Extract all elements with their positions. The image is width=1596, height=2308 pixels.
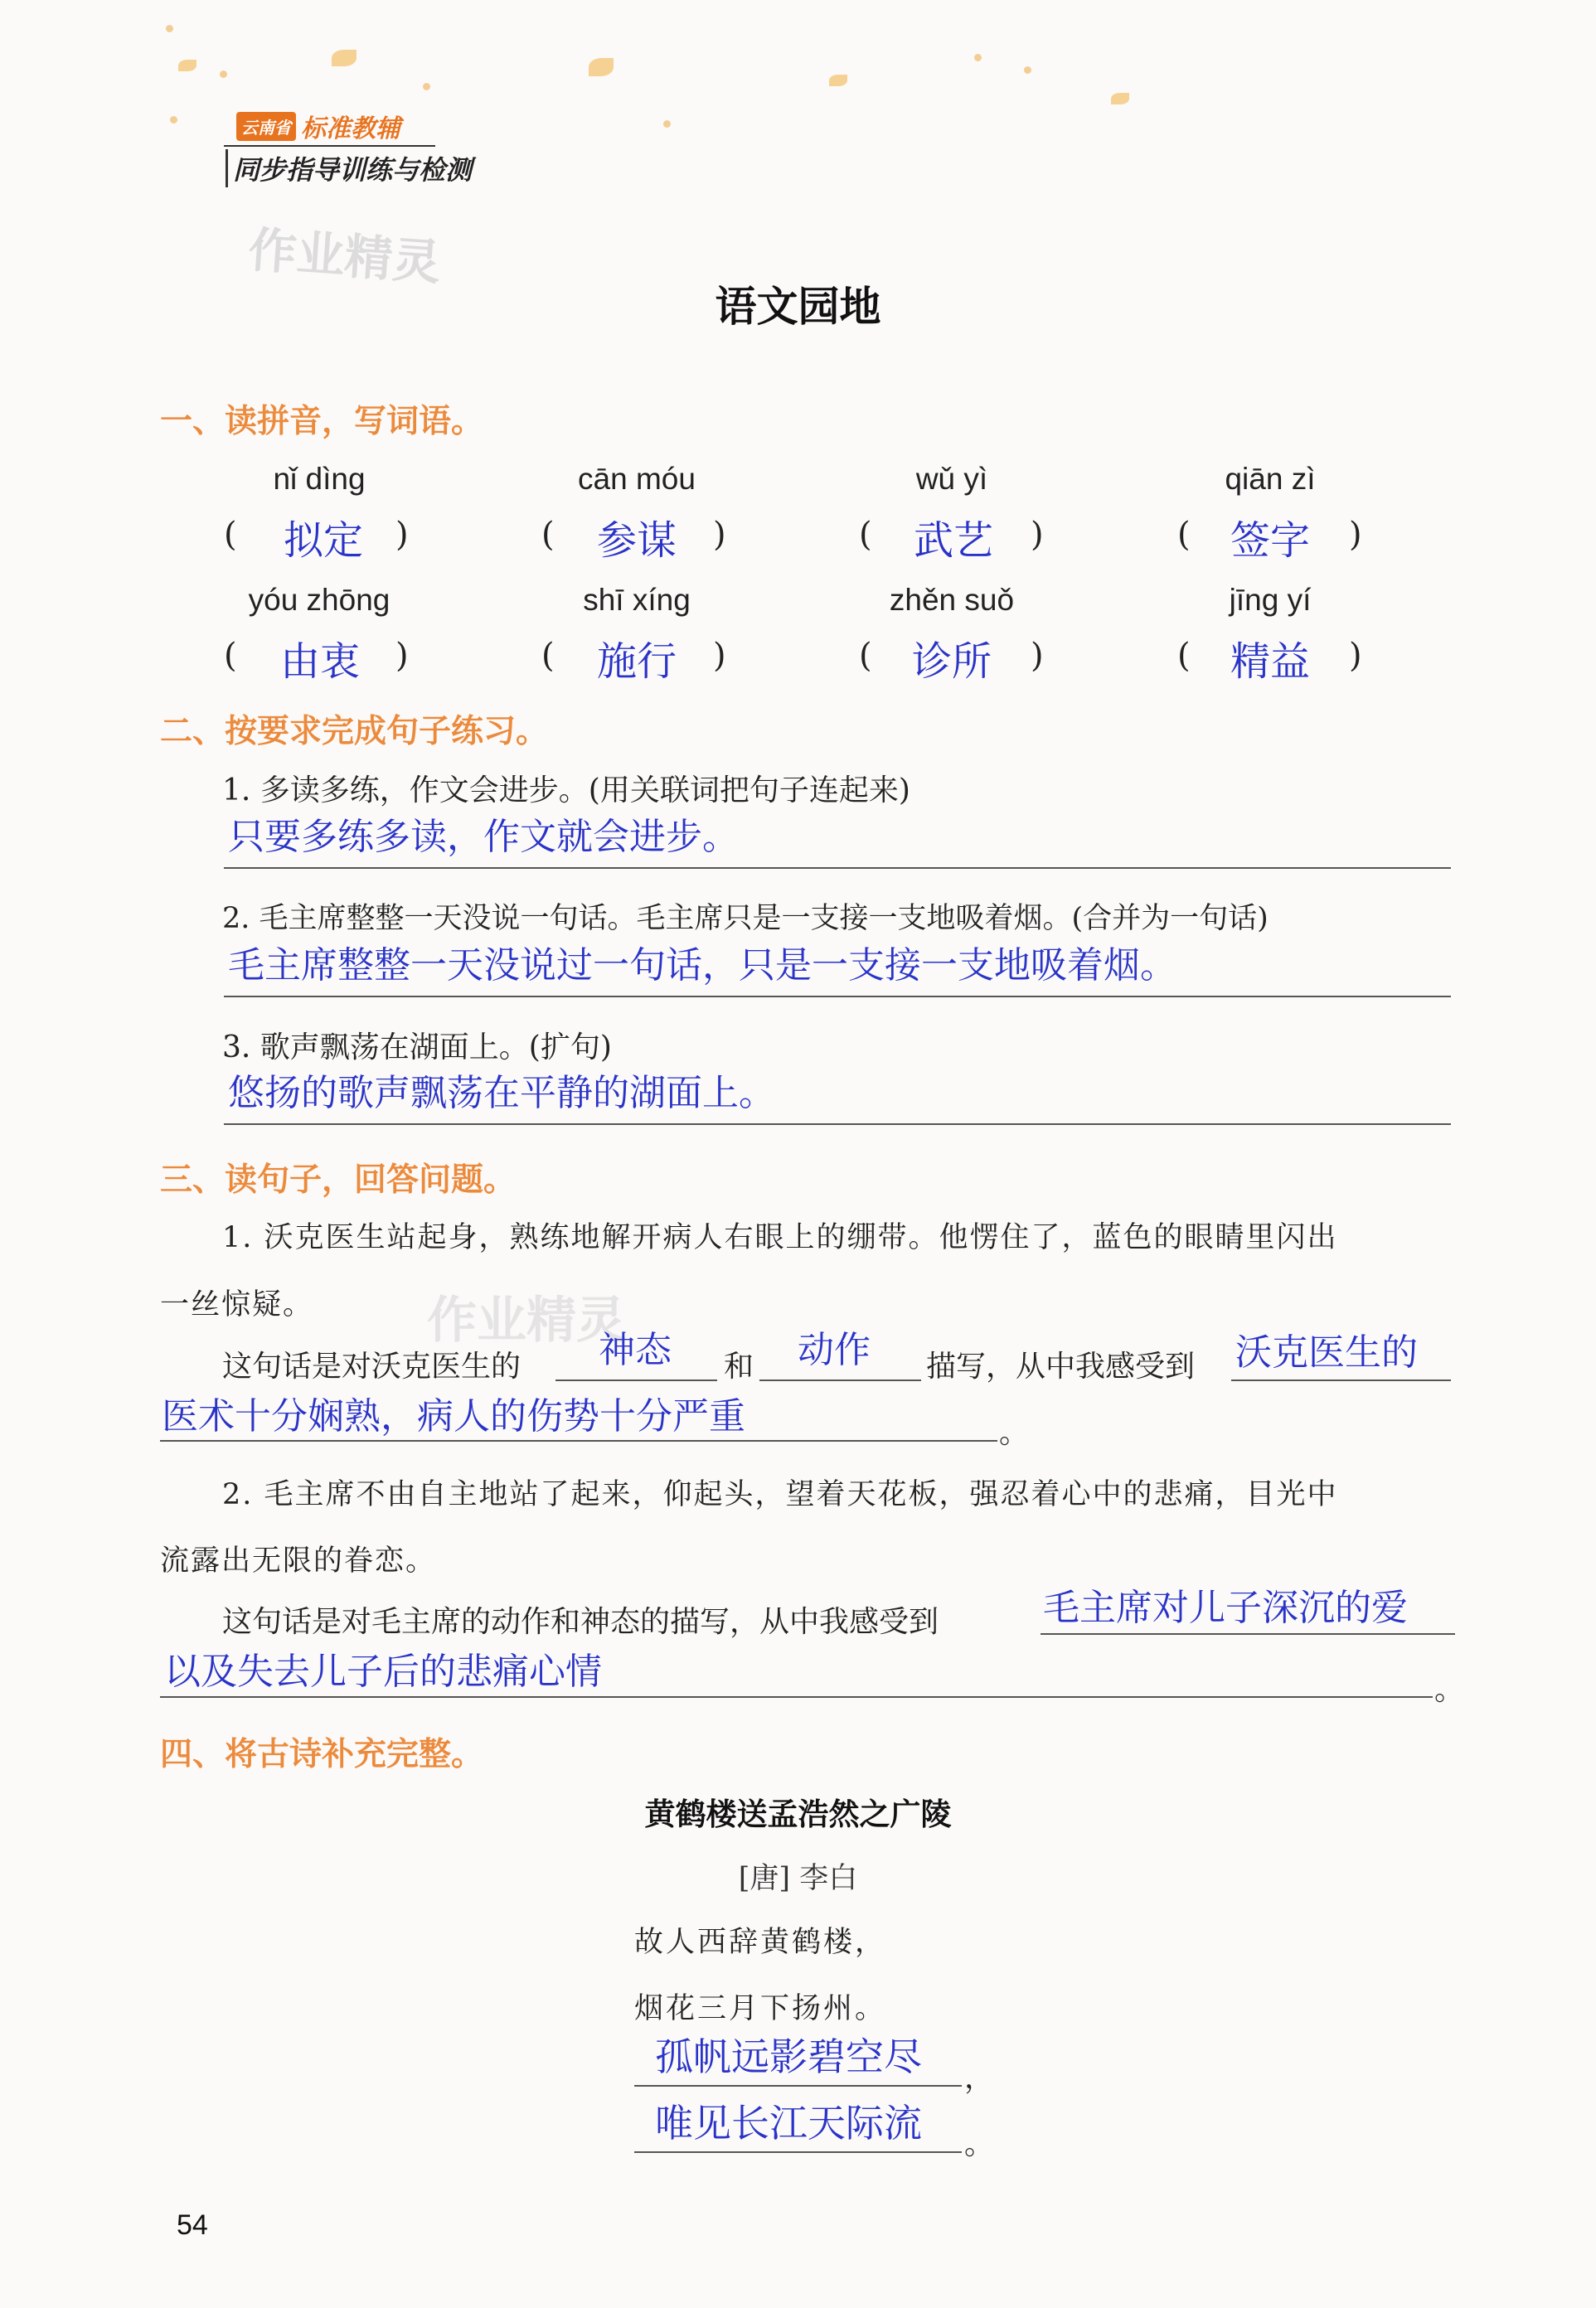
word-answer: 武艺 <box>913 517 993 564</box>
section-2-heading: 二、按要求完成句子练习。 <box>160 713 549 750</box>
brand-badge: 云南省 <box>236 112 296 141</box>
pinyin: shī xíng <box>583 583 691 617</box>
answer-line <box>224 1123 1451 1125</box>
paren-left: ( <box>1177 516 1191 554</box>
period: 。 <box>1434 1673 1465 1707</box>
answer-2: 毛主席整整一天没说过一句话，只是一支接一支地吸着烟。 <box>228 944 1176 987</box>
word-answer: 由衷 <box>279 638 360 685</box>
period: 。 <box>999 1416 1030 1450</box>
paren-right: ) <box>1349 637 1362 675</box>
blank-line <box>1231 1379 1451 1381</box>
passage-2-line-2: 流露出无限的眷恋。 <box>160 1544 437 1578</box>
paren-left: ( <box>859 516 872 554</box>
prompt-text: 这句话是对毛主席的动作和神态的描写，从中我感受到 <box>222 1605 939 1639</box>
decor-leaf <box>589 58 614 76</box>
answer-line <box>224 996 1451 997</box>
poem-line-2: 烟花三月下扬州。 <box>634 1992 887 2025</box>
word-answer: 参谋 <box>596 517 677 564</box>
paren-right: ) <box>1031 637 1044 675</box>
paren-right: ) <box>713 637 726 675</box>
paren-left: ( <box>224 637 237 675</box>
decor-dot <box>663 120 671 128</box>
pinyin: jīng yí <box>1229 583 1312 617</box>
word-answer: 施行 <box>596 638 677 685</box>
brand-logo <box>236 110 400 142</box>
poem-author: [唐] 李白 <box>738 1862 858 1895</box>
decor-leaf <box>1111 93 1129 104</box>
answer-line <box>224 867 1451 869</box>
paren-left: ( <box>224 516 237 554</box>
blank-answer-feeling-4: 以及失去儿子后的悲痛心情 <box>164 1651 602 1693</box>
blank-answer-dongzuo: 动作 <box>798 1329 871 1371</box>
paren-left: ( <box>859 637 872 675</box>
blank-line <box>634 2151 962 2153</box>
question-3: 3. 歌声飘荡在湖面上。(扩句) <box>222 1030 612 1064</box>
brand-underline <box>224 145 435 147</box>
blank-answer-shentai: 神态 <box>599 1329 672 1371</box>
section-3-heading: 三、读句子，回答问题。 <box>160 1161 517 1199</box>
paren-right: ) <box>395 637 409 675</box>
blank-line <box>759 1379 921 1381</box>
word-answer: 拟定 <box>283 517 363 564</box>
word-answer: 诊所 <box>911 638 992 685</box>
blank-line <box>634 2085 962 2087</box>
decor-dot <box>220 70 227 78</box>
decor-dot <box>974 54 982 61</box>
paren-left: ( <box>1177 637 1191 675</box>
page-number: 54 <box>177 2209 208 2241</box>
blank-line <box>555 1379 717 1381</box>
decor-dot <box>423 83 430 90</box>
series-subtitle: 同步指导训练与检测 <box>226 149 472 187</box>
decor-leaf <box>332 50 357 66</box>
poem-line-1: 故人西辞黄鹤楼， <box>634 1926 887 1959</box>
prompt-text: 这句话是对沃克医生的 <box>222 1350 521 1384</box>
passage-1-line-2: 一丝惊疑。 <box>160 1288 314 1321</box>
paren-left: ( <box>541 637 555 675</box>
prompt-text: 和 <box>724 1350 754 1384</box>
paren-left: ( <box>541 516 555 554</box>
page-title: 语文园地 <box>715 283 881 331</box>
decor-dot <box>170 116 177 124</box>
section-4-heading: 四、将古诗补充完整。 <box>160 1736 484 1773</box>
poem-title: 黄鹤楼送孟浩然之广陵 <box>644 1796 952 1832</box>
blank-answer-feeling-3: 毛主席对儿子深沉的爱 <box>1043 1587 1408 1629</box>
watermark: 作业精灵 <box>427 1292 626 1350</box>
pinyin: qiān zì <box>1225 462 1316 496</box>
blank-line <box>1041 1633 1455 1635</box>
pinyin: yóu zhōng <box>248 583 391 617</box>
word-answer: 精益 <box>1230 638 1310 685</box>
brand-name: 标准教辅 <box>301 114 400 143</box>
period: 。 <box>964 2127 995 2161</box>
passage-1-line-1: 1. 沃克医生站起身，熟练地解开病人右眼上的绷带。他愣住了，蓝色的眼睛里闪出 <box>222 1221 1338 1254</box>
blank-line <box>160 1696 1433 1698</box>
poem-answer-1: 孤帆远影碧空尽 <box>655 2034 922 2079</box>
question-2: 2. 毛主席整整一天没说一句话。毛主席只是一支接一支地吸着烟。(合并为一句话) <box>222 902 1269 935</box>
answer-1: 只要多练多读，作文就会进步。 <box>228 816 739 858</box>
pinyin: cān móu <box>578 462 696 496</box>
comma: ， <box>964 2061 995 2095</box>
paren-right: ) <box>1349 516 1362 554</box>
decor-leaf <box>829 75 847 86</box>
paren-right: ) <box>1031 516 1044 554</box>
pinyin: nǐ dìng <box>273 462 366 496</box>
paren-right: ) <box>713 516 726 554</box>
poem-answer-2: 唯见长江天际流 <box>655 2101 922 2146</box>
blank-line <box>160 1440 997 1442</box>
watermark: 作业精灵 <box>246 221 443 291</box>
prompt-text: 描写，从中我感受到 <box>926 1350 1196 1384</box>
blank-answer-feeling-2: 医术十分娴熟，病人的伤势十分严重 <box>162 1395 745 1438</box>
decor-dot <box>1024 66 1031 74</box>
passage-2-line-1: 2. 毛主席不由自主地站了起来，仰起头，望着天花板，强忍着心中的悲痛，目光中 <box>222 1478 1338 1511</box>
blank-answer-feeling-1: 沃克医生的 <box>1235 1331 1418 1374</box>
decor-leaf <box>178 60 196 71</box>
section-1-heading: 一、读拼音，写词语。 <box>160 403 484 440</box>
decor-dot <box>166 25 173 32</box>
pinyin: zhěn suǒ <box>889 583 1015 617</box>
paren-right: ) <box>395 516 409 554</box>
question-1: 1. 多读多练，作文会进步。(用关联词把句子连起来) <box>222 773 910 807</box>
pinyin: wǔ yì <box>915 462 988 496</box>
answer-3: 悠扬的歌声飘荡在平静的湖面上。 <box>228 1072 775 1114</box>
word-answer: 签字 <box>1230 517 1310 564</box>
